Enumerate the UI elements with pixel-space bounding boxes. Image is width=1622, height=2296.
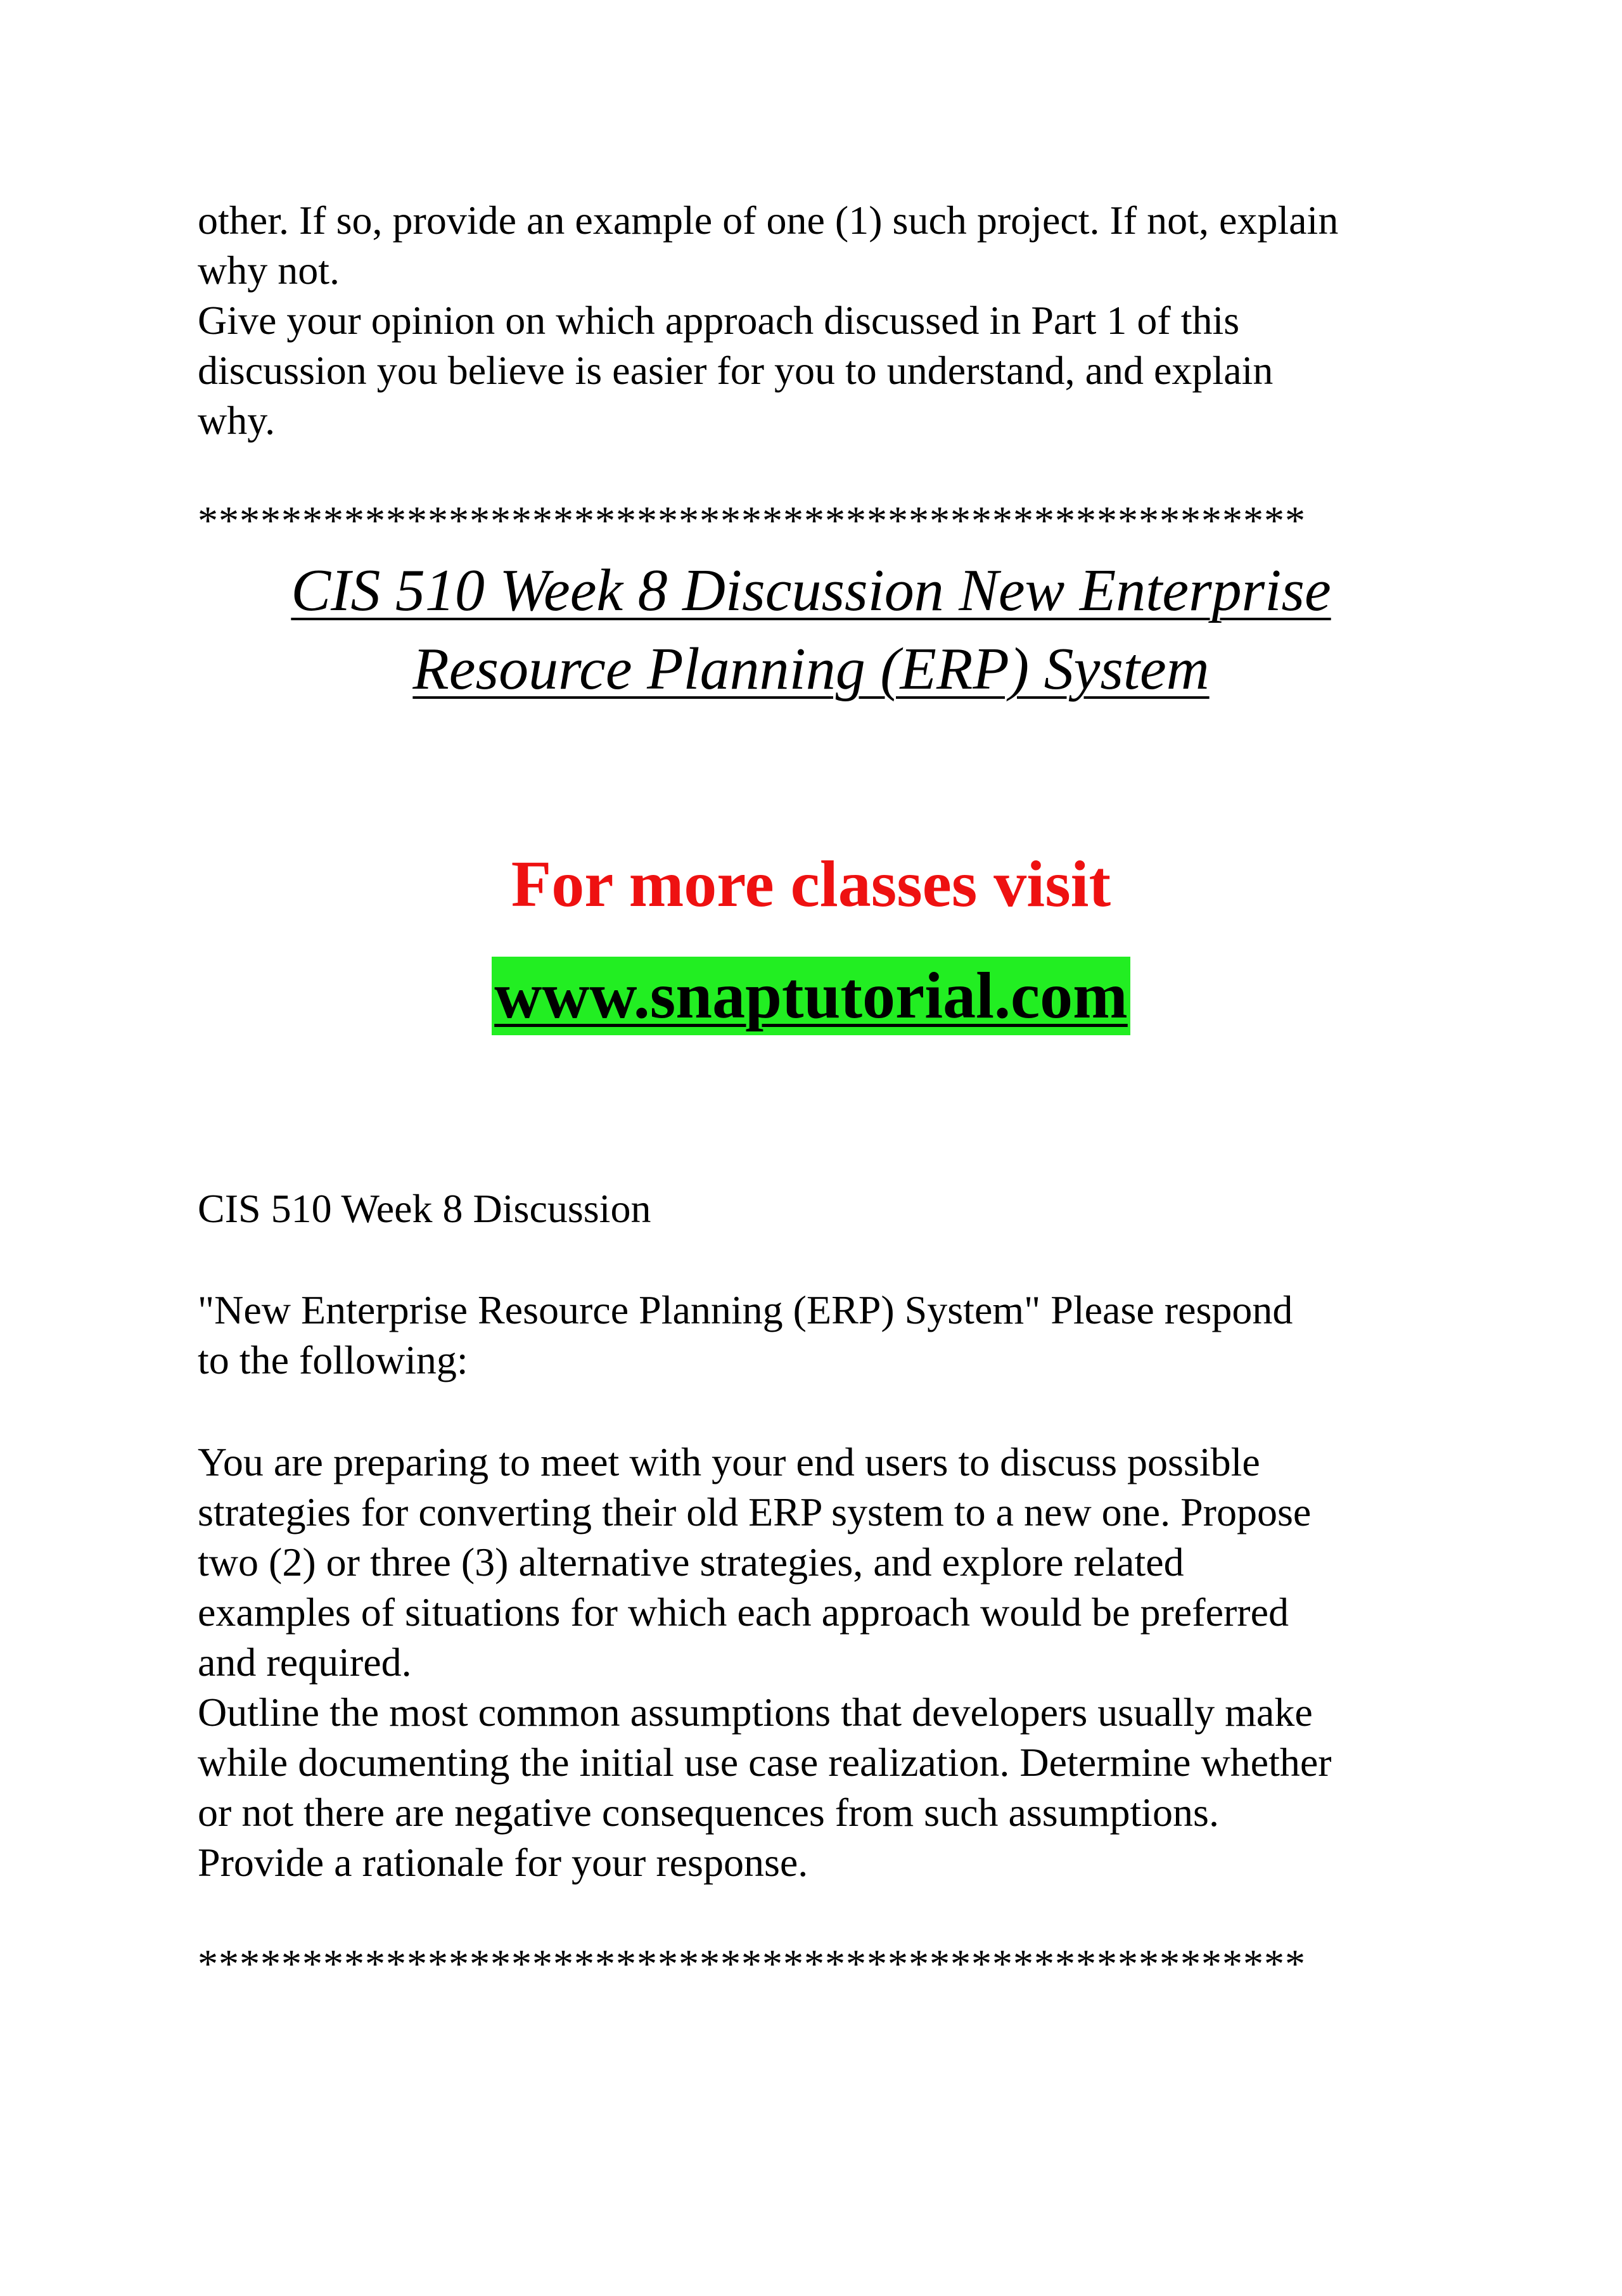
body-line: or not there are negative consequences from such assumptions. (198, 1790, 1219, 1835)
section-heading (198, 1183, 1465, 1234)
intro-line: discussion you believe is easier for you to understand, and explain (198, 348, 1274, 393)
body-line: You are preparing to meet with your end users to discuss possible (198, 1439, 1260, 1484)
prompt-line: "New Enterprise Resource Planning (ERP) System" Please respond (198, 1287, 1293, 1332)
body-line: examples of situations for which each approach would be preferred (198, 1590, 1289, 1635)
intro-paragraph (198, 195, 1465, 445)
asterisk-divider-bottom: ***************************************************** (198, 1941, 1306, 1986)
promo-text: For more classes visit (511, 848, 1111, 921)
intro-line: why not. (198, 248, 340, 293)
prompt-line: to the following: (198, 1337, 468, 1382)
heading-line: CIS 510 Week 8 Discussion (198, 1186, 651, 1231)
document-title (0, 551, 1622, 708)
asterisk-divider-top: ***************************************************** (198, 498, 1306, 543)
body-line: Provide a rationale for your response. (198, 1840, 808, 1885)
intro-line: Give your opinion on which approach discussed in Part 1 of this (198, 298, 1240, 343)
promo-link-wrapper (0, 957, 1622, 1035)
body-paragraph (198, 1437, 1465, 1887)
title-line: Resource Planning (ERP) System (412, 636, 1210, 702)
title-line: CIS 510 Week 8 Discussion New Enterprise (291, 558, 1331, 623)
snaptutorial-link[interactable]: www.snaptutorial.com (492, 957, 1130, 1035)
body-line: strategies for converting their old ERP system to a new one. Propose (198, 1489, 1312, 1534)
body-line: and required. (198, 1640, 412, 1685)
intro-line: other. If so, provide an example of one (1) such project. If not, explain (198, 198, 1339, 243)
intro-line: why. (198, 398, 276, 443)
prompt-paragraph (198, 1285, 1465, 1385)
body-line: while documenting the initial use case realization. Determine whether (198, 1740, 1332, 1785)
body-line: two (2) or three (3) alternative strategies, and explore related (198, 1540, 1184, 1585)
body-line: Outline the most common assumptions that developers usually make (198, 1690, 1313, 1735)
